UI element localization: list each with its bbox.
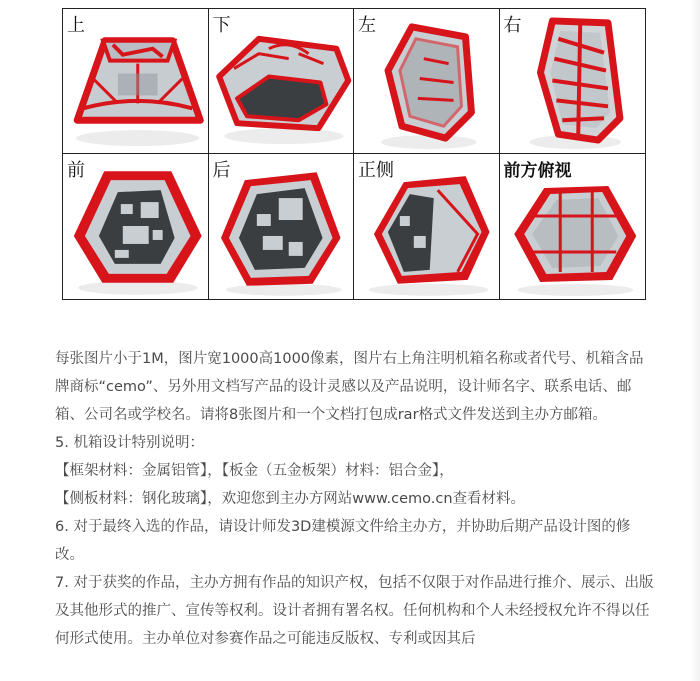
view-back	[209, 154, 355, 299]
paragraph-section-5-heading: 5. 机箱设计特别说明：	[55, 435, 204, 451]
view-bottom	[209, 9, 355, 154]
paragraph-materials-panel: 【侧板材料：钢化玻璃】，欢迎您到主办方网站www.cemo.cn查看材料。	[55, 491, 526, 507]
page-edge-shadow	[690, 0, 700, 681]
view-front-top	[500, 154, 646, 299]
view-label: 前	[67, 160, 85, 181]
view-label: 左	[358, 15, 376, 36]
view-right	[500, 9, 646, 154]
view-left	[354, 9, 500, 154]
paragraph-image-requirements: 每张图片小于1M，图片宽1000高1000像素，图片右上角注明机箱名称或者代号、机箱含品牌商标“cemo”、另外用文档写产品的设计灵感以及产品说明，设计师名字、联系电话、邮箱、公司名或学校名。请将8张图片和一个文档打包成rar格式文件发送到主办方邮箱。	[55, 351, 644, 423]
view-label: 右	[503, 15, 522, 36]
view-label: 下	[212, 15, 231, 36]
view-label: 正侧	[358, 160, 394, 181]
paragraph-materials-frame: 【框架材料：金属铝管】，【板金（五金板架）材料：铝合金】，	[55, 463, 454, 479]
view-top	[63, 9, 209, 154]
view-front-side	[354, 154, 500, 299]
view-label: 后	[212, 160, 231, 181]
rules-text	[55, 345, 655, 653]
view-front	[63, 154, 209, 299]
case-views-grid	[62, 8, 646, 300]
view-label: 上	[67, 15, 85, 36]
view-label: 前方俯视	[503, 161, 572, 181]
paragraph-section-6: 6. 对于最终入选的作品，请设计师发3D建模源文件给主办方，并协助后期产品设计图的修改。	[55, 519, 631, 563]
paragraph-section-7: 7. 对于获奖的作品，主办方拥有作品的知识产权，包括不仅限于对作品进行推介、展示、出版及其他形式的推广、宣传等权利。设计者拥有署名权。任何机构和个人未经授权允许不得以任何形式使用。主办单位对参赛作品之可能违反版权、专利或因其后	[55, 575, 654, 647]
